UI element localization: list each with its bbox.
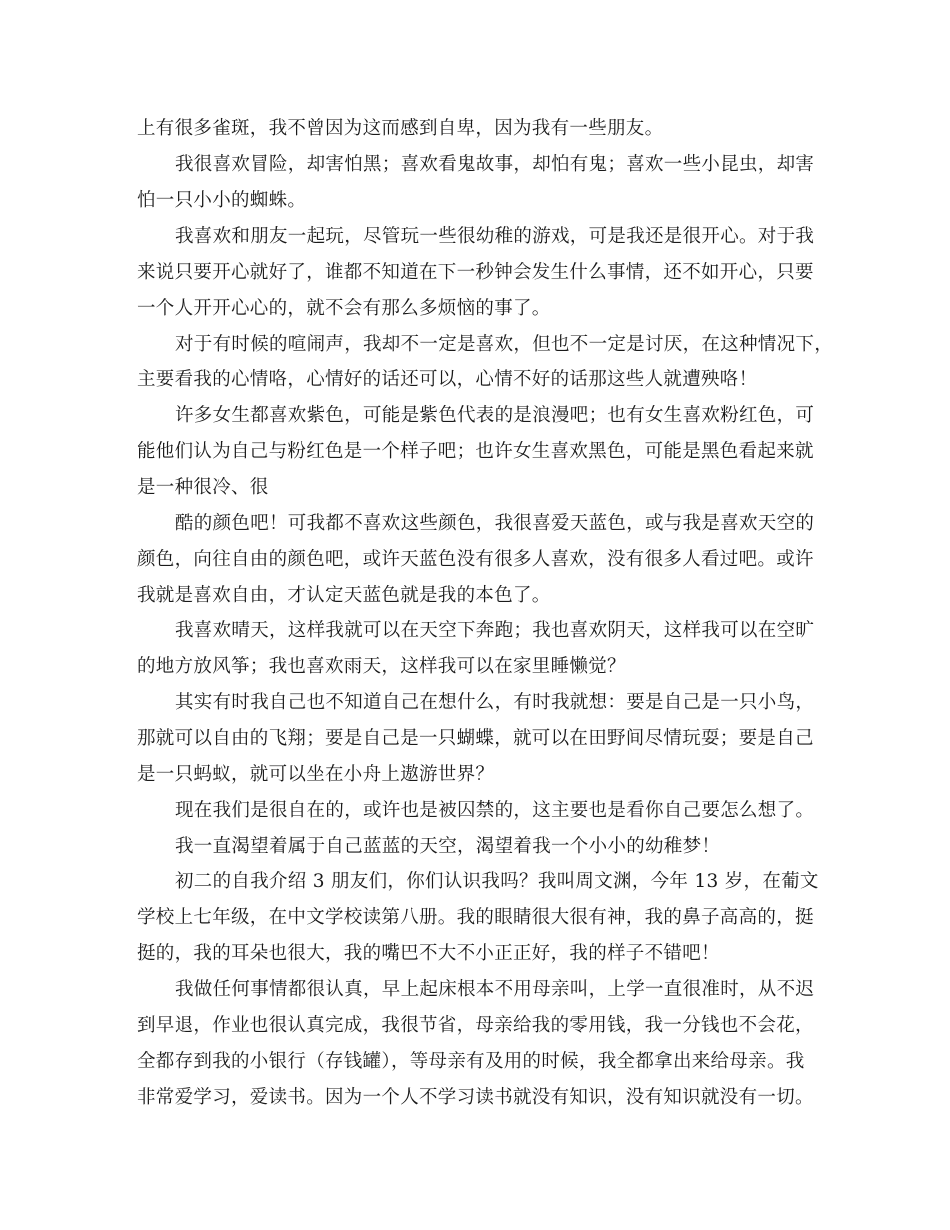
text-line: 是一种很冷、很: [137, 477, 269, 498]
text-line: 对于有时候的喧闹声，我却不一定是喜欢，但也不一定是讨厌，在这种情况下，: [175, 334, 834, 355]
text-line: 初二的自我介绍 3 朋友们，你们认识我吗？我叫周文渊，今年 13 岁，在葡文: [175, 871, 819, 892]
text-line: 我喜欢晴天，这样我就可以在天空下奔跑；我也喜欢阴天，这样我可以在空旷: [175, 620, 815, 641]
text-line: 我一直渴望着属于自己蓝蓝的天空，渴望着我一个小小的幼稚梦！: [175, 836, 721, 857]
text-line: 颜色，向往自由的颜色吧，或许天蓝色没有很多人喜欢，没有很多人看过吧。或许: [137, 549, 814, 570]
text-line: 其实有时我自己也不知道自己在想什么，有时我就想：要是自己是一只小鸟，: [175, 692, 815, 713]
text-line: 能他们认为自己与粉红色是一个样子吧；也许女生喜欢黑色，可能是黑色看起来就: [137, 441, 814, 462]
text-line: 怕一只小小的蜘蛛。: [137, 190, 307, 211]
text-line: 到早退，作业也很认真完成，我很节省，母亲给我的零用钱，我一分钱也不会花，: [137, 1015, 814, 1036]
text-line: 现在我们是很自在的，或许也是被囚禁的，这主要也是看你自己要怎么想了。: [175, 800, 815, 821]
text-line: 来说只要开心就好了，谁都不知道在下一秒钟会发生什么事情，还不如开心，只要: [137, 262, 814, 283]
text-line: 我喜欢和朋友一起玩，尽管玩一些很幼稚的游戏，可是我还是很开心。对于我: [175, 226, 815, 247]
text-line: 许多女生都喜欢紫色，可能是紫色代表的是浪漫吧；也有女生喜欢粉红色，可: [175, 405, 815, 426]
text-line: 主要看我的心情咯，心情好的话还可以，心情不好的话那这些人就遭殃咯！: [137, 369, 758, 390]
text-line: 我很喜欢冒险，却害怕黑；喜欢看鬼故事，却怕有鬼；喜欢一些小昆虫，却害: [175, 154, 815, 175]
text-line: 的地方放风筝；我也喜欢雨天，这样我可以在家里睡懒觉？: [137, 656, 626, 677]
text-line: 我做任何事情都很认真，早上起床根本不用母亲叫，上学一直很准时，从不迟: [175, 979, 815, 1000]
text-line: 全都存到我的小银行（存钱罐），等母亲有及用的时候，我全都拿出来给母亲。我: [137, 1051, 805, 1072]
text-line: 一个人开开心心的，就不会有那么多烦恼的事了。: [137, 298, 551, 319]
text-line: 酷的颜色吧！可我都不喜欢这些颜色，我很喜爱天蓝色，或与我是喜欢天空的: [175, 513, 815, 534]
text-line: 是一只蚂蚁，就可以坐在小舟上遨游世界？: [137, 764, 495, 785]
text-line: 上有很多雀斑，我不曾因为这而感到自卑，因为我有一些朋友。: [137, 118, 664, 139]
text-line: 我就是喜欢自由，才认定天蓝色就是我的本色了。: [137, 585, 551, 606]
text-line: 那就可以自由的飞翔；要是自己是一只蝴蝶，就可以在田野间尽情玩耍；要是自己: [137, 728, 814, 749]
text-line: 非常爱学习，爱读书。因为一个人不学习读书就没有知识，没有知识就没有一切。: [137, 1087, 814, 1108]
text-line: 学校上七年级，在中文学校读第八册。我的眼睛很大很有神，我的鼻子高高的，挺: [137, 907, 814, 928]
text-line: 挺的，我的耳朵也很大，我的嘴巴不大不小正正好，我的样子不错吧！: [137, 943, 720, 964]
